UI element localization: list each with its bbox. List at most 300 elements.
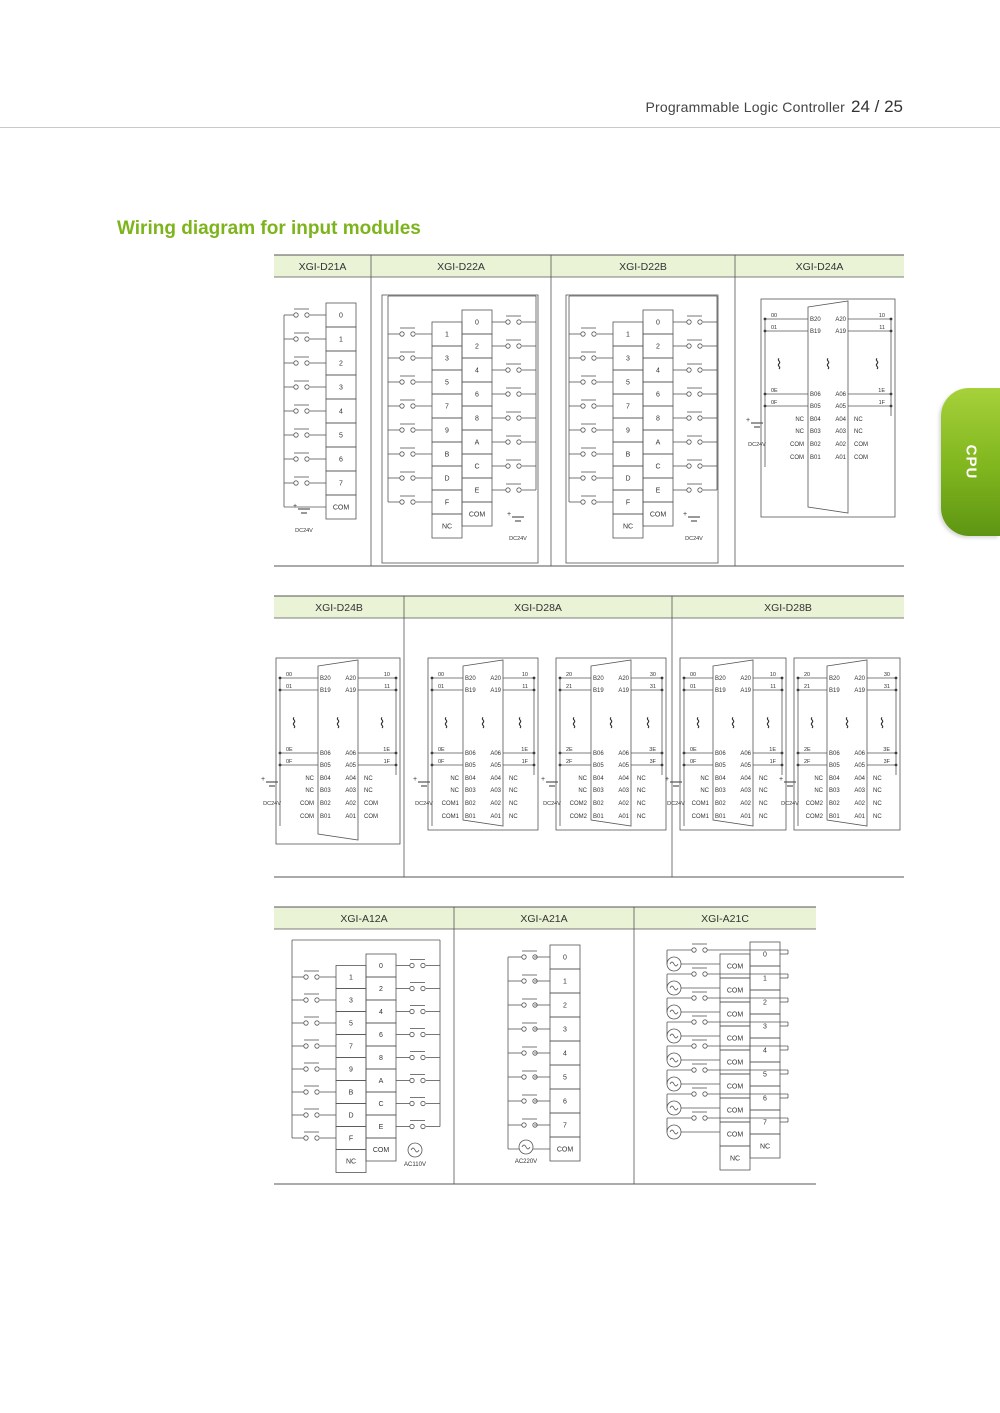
switch-contact [410, 1078, 414, 1082]
switch-contact [698, 392, 702, 396]
terminal-label: COM [726, 1083, 744, 1091]
terminal-label: COM [726, 1011, 744, 1019]
pin-label: B04 [465, 776, 476, 782]
input-label: 2F [566, 759, 573, 765]
terminal-label: 8 [475, 415, 479, 423]
switch-contact [517, 464, 521, 468]
pin-label: B20 [810, 317, 821, 323]
terminal-label: 7 [763, 1119, 767, 1127]
pin-label: A02 [854, 801, 865, 807]
switch-contact [592, 332, 596, 336]
terminal-label: COM [726, 987, 744, 995]
pin-label: B20 [465, 676, 476, 682]
side-label: NC [305, 788, 314, 794]
terminal-label: NC [345, 1158, 357, 1166]
side-label: NC [873, 776, 882, 782]
dc-supply-label: DC24V [667, 801, 685, 807]
pin-label: B02 [810, 442, 821, 448]
terminal-label: 2 [475, 343, 479, 351]
terminal-label: 6 [379, 1032, 383, 1039]
input-label: 0F [690, 759, 697, 765]
terminal-label: COM [332, 504, 350, 512]
pin-label: B01 [829, 814, 840, 820]
switch-contact [687, 368, 691, 372]
module-header-xgi-d28b: XGI-D28B [764, 602, 812, 614]
terminal-label: 1 [563, 978, 567, 986]
terminal-label: 2 [339, 360, 343, 368]
switch-contact [692, 972, 696, 976]
pin-label: B05 [465, 763, 476, 769]
switch-contact [506, 464, 510, 468]
pin-label: B20 [715, 676, 726, 682]
pin-label: B02 [715, 801, 726, 807]
pin-label: A19 [345, 688, 356, 694]
switch-contact [592, 476, 596, 480]
pin-label: B06 [829, 751, 840, 757]
pin-label: B06 [810, 392, 821, 398]
terminal-label: 7 [563, 1122, 567, 1130]
terminal-label: 2 [379, 986, 383, 993]
side-label: NC [759, 776, 768, 782]
continuation-mark: ⌇ [479, 715, 487, 731]
pin-label: B06 [715, 751, 726, 757]
switch-contact [703, 1068, 707, 1072]
terminal-label: NC [759, 1143, 771, 1151]
terminal-label: COM [726, 1059, 744, 1067]
terminal-label: C [655, 463, 661, 471]
terminal-label: COM [726, 963, 744, 971]
side-label: NC [854, 429, 863, 435]
pin-label: B03 [320, 788, 331, 794]
terminal-label: B [348, 1089, 354, 1097]
terminal-label: D [348, 1112, 354, 1120]
switch-contact [304, 1067, 308, 1071]
switch-contact [400, 428, 404, 432]
page-header [0, 0, 1000, 128]
input-label: 0E [690, 747, 697, 753]
side-label: COM [300, 801, 314, 807]
input-label: 3E [649, 747, 656, 753]
terminal-label: D [625, 475, 631, 483]
switch-contact [400, 380, 404, 384]
switch-contact [592, 404, 596, 408]
switch-contact [581, 380, 585, 384]
switch-contact [410, 1055, 414, 1059]
switch-contact [411, 332, 415, 336]
terminal-label: 4 [475, 367, 479, 375]
terminal-label: 1 [763, 975, 767, 983]
switch-contact [522, 1123, 526, 1127]
switch-contact [421, 1055, 425, 1059]
terminal-label: COM [372, 1147, 390, 1154]
switch-contact [581, 332, 585, 336]
switch-contact [687, 416, 691, 420]
pin-label: A20 [854, 676, 865, 682]
pin-label: A03 [618, 788, 629, 794]
switch-contact [411, 356, 415, 360]
continuation-mark: ⌇ [808, 715, 816, 731]
switch-contact [692, 1020, 696, 1024]
side-label: NC [450, 776, 459, 782]
terminal-label: F [348, 1135, 354, 1143]
pin-label: A02 [740, 801, 751, 807]
terminal-label: E [474, 487, 480, 495]
input-label: 1F [383, 759, 390, 765]
pin-label: A03 [835, 429, 846, 435]
switch-contact [692, 1068, 696, 1072]
side-label: NC [759, 814, 768, 820]
pin-label: B05 [829, 763, 840, 769]
switch-contact [315, 1136, 319, 1140]
pin-label: A19 [854, 688, 865, 694]
side-label: NC [759, 801, 768, 807]
terminal-label: E [378, 1124, 384, 1131]
switch-contact [305, 457, 309, 461]
switch-contact [517, 440, 521, 444]
pin-label: B06 [593, 751, 604, 757]
input-label: 20 [804, 672, 811, 678]
terminal-label: 3 [563, 1026, 567, 1034]
switch-contact [692, 948, 696, 952]
pin-label: B04 [715, 776, 726, 782]
side-label: COM2 [569, 801, 587, 807]
side-label: NC [700, 788, 709, 794]
switch-contact [698, 440, 702, 444]
switch-contact [522, 1003, 526, 1007]
continuation-mark: ⌇ [644, 715, 652, 731]
switch-contact [410, 1032, 414, 1036]
pin-label: A01 [740, 814, 751, 820]
pin-label: B04 [593, 776, 604, 782]
switch-contact [522, 1027, 526, 1031]
pin-label: B02 [465, 801, 476, 807]
side-label: NC [637, 801, 646, 807]
switch-contact [692, 1116, 696, 1120]
terminal-label: E [655, 487, 661, 495]
dc-supply-label: DC24V [543, 801, 561, 807]
pin-label: A05 [345, 763, 356, 769]
switch-contact [421, 1101, 425, 1105]
switch-contact [517, 368, 521, 372]
switch-contact [703, 1044, 707, 1048]
pin-label: A19 [740, 688, 751, 694]
side-label: COM [790, 455, 804, 461]
input-label: 21 [566, 684, 573, 690]
pin-label: B19 [320, 688, 331, 694]
dc-supply-label: DC24V [415, 801, 433, 807]
pin-label: B03 [465, 788, 476, 794]
terminal-label: COM [726, 1107, 744, 1115]
terminal-label: 5 [626, 379, 630, 387]
switch-contact [400, 476, 404, 480]
switch-contact [305, 385, 309, 389]
switch-contact [294, 481, 298, 485]
switch-contact [581, 428, 585, 432]
switch-contact [304, 1113, 308, 1117]
side-label: NC [795, 417, 804, 423]
switch-contact [687, 344, 691, 348]
pin-label: B01 [715, 814, 726, 820]
switch-contact [687, 464, 691, 468]
module-header-xgi-d22a: XGI-D22A [437, 261, 485, 273]
switch-contact [421, 1078, 425, 1082]
wiring-table-3-svg [274, 907, 816, 1185]
side-label: COM [364, 801, 378, 807]
battery-plus: + [292, 503, 298, 510]
terminal-label: 4 [379, 1009, 383, 1016]
terminal-label: NC [622, 523, 634, 531]
terminal-label: 0 [379, 963, 383, 970]
terminal-label: D [444, 475, 450, 483]
module-header-xgi-d21a: XGI-D21A [298, 261, 347, 273]
input-label: 11 [384, 684, 390, 690]
switch-contact [411, 500, 415, 504]
input-label: 3E [883, 747, 890, 753]
input-label: 30 [649, 672, 656, 678]
terminal-label: 6 [339, 456, 343, 464]
pin-label: A05 [618, 763, 629, 769]
dc-supply-label: DC24V [295, 528, 313, 534]
switch-contact [304, 975, 308, 979]
terminal-label: F [444, 499, 450, 507]
pin-label: A20 [618, 676, 629, 682]
switch-contact [592, 380, 596, 384]
switch-contact [703, 1092, 707, 1096]
switch-contact [517, 320, 521, 324]
side-label: COM [854, 442, 868, 448]
input-label: 0F [286, 759, 293, 765]
side-label: NC [364, 776, 373, 782]
input-label: 11 [879, 325, 885, 331]
pin-label: A06 [490, 751, 501, 757]
side-label: NC [509, 814, 518, 820]
input-label: 1E [383, 747, 390, 753]
switch-contact [315, 1113, 319, 1117]
section-title: Wiring diagram for input modules [117, 218, 421, 239]
terminal-label: 5 [349, 1020, 353, 1028]
switch-contact [411, 404, 415, 408]
input-label: 1E [878, 388, 885, 394]
switch-contact [400, 404, 404, 408]
switch-contact [581, 476, 585, 480]
battery-plus: + [506, 511, 512, 518]
terminal-label: B [625, 451, 631, 459]
terminal-label: 3 [626, 355, 630, 363]
switch-contact [692, 1092, 696, 1096]
battery-plus: + [745, 417, 751, 424]
terminal-label: NC [729, 1155, 741, 1163]
continuation-mark: ⌇ [878, 715, 886, 731]
input-label: 0E [771, 388, 778, 394]
pin-label: A03 [740, 788, 751, 794]
switch-contact [315, 1067, 319, 1071]
side-label: COM2 [569, 814, 587, 820]
terminal-label: 1 [626, 331, 630, 339]
side-label: NC [854, 417, 863, 423]
switch-contact [411, 428, 415, 432]
pin-label: B05 [715, 763, 726, 769]
module-frame [382, 295, 538, 563]
module-header-xgi-a12a: XGI-A12A [340, 913, 388, 925]
terminal-label: 5 [763, 1071, 767, 1079]
dsub-connector [318, 660, 358, 840]
switch-contact [305, 361, 309, 365]
pin-label: A01 [618, 814, 629, 820]
switch-contact [506, 440, 510, 444]
input-label: 30 [883, 672, 890, 678]
switch-contact [400, 332, 404, 336]
module-frame [566, 295, 718, 563]
switch-contact [294, 385, 298, 389]
pin-label: B19 [593, 688, 604, 694]
continuation-mark: ⌇ [764, 715, 772, 731]
pin-label: A01 [835, 455, 846, 461]
input-label: 01 [438, 684, 445, 690]
terminal-label: 8 [379, 1055, 383, 1062]
terminal-label: 0 [656, 319, 660, 327]
module-header-xgi-d24a: XGI-D24A [795, 261, 844, 273]
module-header-xgi-d22b: XGI-D22B [619, 261, 667, 273]
switch-contact [692, 996, 696, 1000]
terminal-label: 0 [763, 951, 767, 959]
terminal-label: COM [556, 1146, 574, 1154]
terminal-label: 0 [563, 954, 567, 962]
switch-contact [592, 500, 596, 504]
pin-label: B19 [465, 688, 476, 694]
side-label: NC [509, 788, 518, 794]
input-label: 1E [521, 747, 528, 753]
side-label: COM [364, 814, 378, 820]
pin-label: A06 [835, 392, 846, 398]
switch-contact [305, 481, 309, 485]
switch-contact [410, 1009, 414, 1013]
pin-label: B20 [829, 676, 840, 682]
pin-label: B02 [829, 801, 840, 807]
pin-label: A05 [835, 404, 846, 410]
switch-contact [687, 440, 691, 444]
terminal-label: 7 [349, 1043, 353, 1051]
switch-contact [410, 986, 414, 990]
switch-contact [411, 476, 415, 480]
pin-label: A03 [345, 788, 356, 794]
header-text [645, 97, 903, 117]
terminal-label: 4 [563, 1050, 567, 1058]
pin-label: A20 [490, 676, 501, 682]
switch-contact [315, 1044, 319, 1048]
switch-contact [411, 452, 415, 456]
wiring-table-3 [274, 907, 816, 1185]
terminal-label: 5 [339, 432, 343, 440]
pin-label: B04 [829, 776, 840, 782]
pin-label: B05 [320, 763, 331, 769]
pin-label: B04 [320, 776, 331, 782]
module-header-xgi-a21c: XGI-A21C [701, 913, 749, 925]
switch-contact [421, 986, 425, 990]
pin-label: A04 [345, 776, 356, 782]
side-label: NC [814, 788, 823, 794]
input-label: 2E [566, 747, 573, 753]
continuation-mark: ⌇ [378, 715, 386, 731]
switch-contact [421, 1124, 425, 1128]
input-label: 0E [286, 747, 293, 753]
terminal-label: A [474, 439, 480, 447]
switch-contact [294, 337, 298, 341]
switch-contact [506, 320, 510, 324]
ac-supply-label: AC220V [514, 1159, 538, 1165]
chapter-tab-label: CPU [962, 444, 979, 480]
pin-label: A05 [490, 763, 501, 769]
pin-label: A20 [740, 676, 751, 682]
pin-label: B04 [810, 417, 821, 423]
chapter-tab-cpu[interactable] [941, 388, 1000, 536]
switch-contact [304, 1044, 308, 1048]
continuation-mark: ⌇ [290, 715, 298, 731]
terminal-label: 2 [563, 1002, 567, 1010]
switch-contact [400, 356, 404, 360]
terminal-label: 7 [445, 403, 449, 411]
module-header-xgi-a21a: XGI-A21A [520, 913, 568, 925]
dc-supply-label: DC24V [685, 536, 703, 542]
pin-label: A01 [345, 814, 356, 820]
pin-label: B03 [810, 429, 821, 435]
pin-label: A04 [740, 776, 751, 782]
side-label: COM [790, 442, 804, 448]
switch-contact [698, 368, 702, 372]
input-label: 00 [690, 672, 697, 678]
switch-contact [703, 948, 707, 952]
side-label: NC [637, 814, 646, 820]
pin-label: A19 [618, 688, 629, 694]
input-label: 10 [383, 672, 390, 678]
pin-label: A02 [345, 801, 356, 807]
input-label: 0F [771, 400, 778, 406]
terminal-label: 7 [626, 403, 630, 411]
pin-label: B03 [715, 788, 726, 794]
terminal-label: 2 [763, 999, 767, 1007]
switch-contact [581, 356, 585, 360]
switch-contact [703, 972, 707, 976]
switch-contact [411, 380, 415, 384]
switch-contact [506, 488, 510, 492]
side-label: COM1 [691, 814, 709, 820]
terminal-label: A [378, 1078, 384, 1085]
continuation-mark: ⌇ [694, 715, 702, 731]
pin-label: A01 [490, 814, 501, 820]
switch-contact [315, 975, 319, 979]
input-label: 11 [770, 684, 776, 690]
switch-contact [698, 464, 702, 468]
terminal-label: 6 [656, 391, 660, 399]
dc-supply-label: DC24V [781, 801, 799, 807]
switch-contact [421, 1009, 425, 1013]
input-label: 31 [649, 684, 656, 690]
pin-label: B05 [810, 404, 821, 410]
switch-contact [703, 996, 707, 1000]
wiring-table-1 [274, 255, 904, 567]
input-label: 31 [883, 684, 890, 690]
side-label: NC [637, 788, 646, 794]
module-header-xgi-d28a: XGI-D28A [514, 602, 562, 614]
switch-contact [517, 416, 521, 420]
input-label: 0F [438, 759, 445, 765]
pin-label: A02 [490, 801, 501, 807]
switch-contact [400, 452, 404, 456]
terminal-label: 3 [445, 355, 449, 363]
switch-contact [304, 1136, 308, 1140]
pin-label: B02 [593, 801, 604, 807]
side-label: NC [305, 776, 314, 782]
continuation-mark: ⌇ [729, 715, 737, 731]
